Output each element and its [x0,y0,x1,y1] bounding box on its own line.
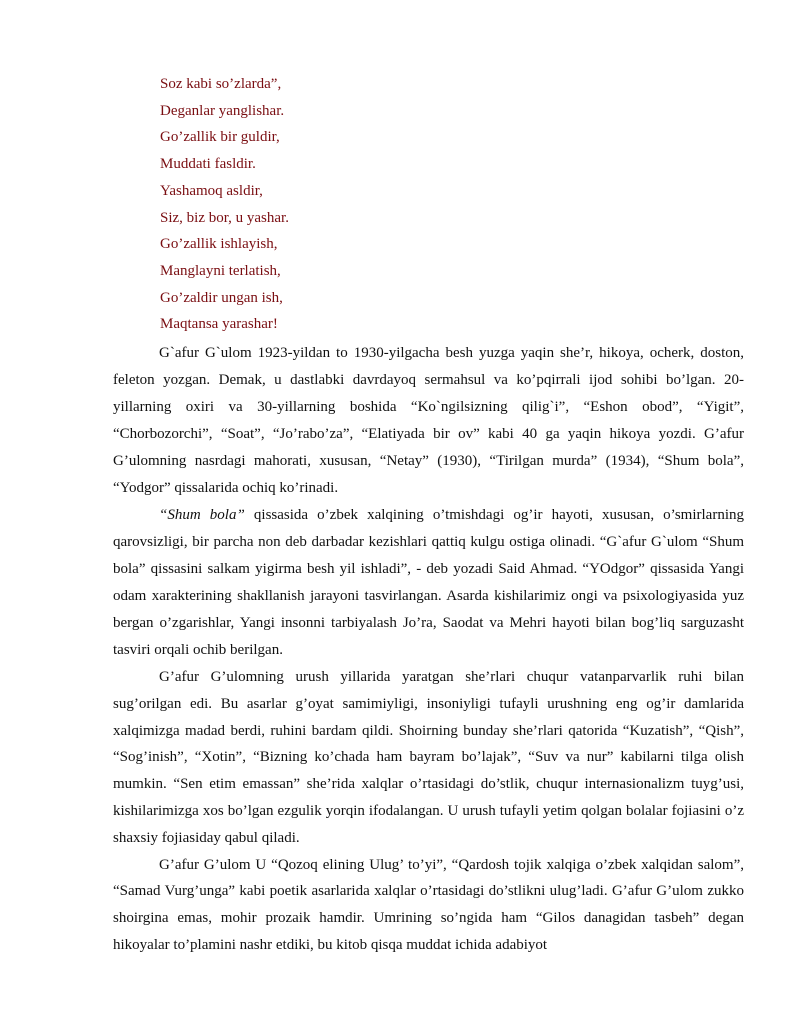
poem-line: Yashamoq asldir, [160,182,263,199]
poem-line: Manglayni terlatish, [160,262,281,279]
poem-line: Soz kabi so’zlarda”, [160,76,282,92]
poem-line: Maqtansa yarashar! [160,316,278,333]
paragraph-friendship-poems: G’afur G’ulom U “Qozoq elining Ulug’ to’yi”, “Qardosh tojik xalqiga o’zbek xalqidan salom”, “Samad Vurg’unga” kabi poetik asarlarida xalqlar o’rtasidagi do’stlikni ulug’ladi. G’afur G’ulom zukko shoirgina emas, mohir prozaik hamdir. Umrining so’ngida ham “Gilos danagidan tasbeh” degan hikoyalar to’plamini nashr etdiki, bu kitob qisqa muddat ichida adabiyot [113,856,744,953]
poem-line: Deganlar yanglishar. [160,102,285,119]
paragraph-shum-bola-text: qissasida o’zbek xalqining o’tmishdagi og’ir hayoti, xususan, o’smirlarning qarovsizligi, bir parcha non deb darbadar kezishlari qattiq kulgu ostiga olinadi. “G`afur G`ulom “Shum bola” qissasini salkam yigirma besh yil ishladi”, - deb yozadi Said Ahmad. “YOdgor” qissasida Yangi odam xarakterining shakllanish jarayoni tasvirlangan. Asarda kishilarimiz ongi va psixologiyasida yuz bergan o’zgarishlar, Yangi insonni tarbiyalash Jo’ra, Saodat va Mehri hayoti bilan bog’liq sarguzasht tasviri orqali ochib berilgan. [113,507,744,658]
poem-stanza [160,71,289,338]
poem-line: Go’zaldir ungan ish, [160,289,283,306]
paragraph-early-works: G`afur G`ulom 1923-yildan to 1930-yilgacha besh yuzga yaqin she’r, hikoya, ocherk, doston, feleton yozgan. Demak, u dastlabki davrdayoq sermahsul va ko’pqirrali ijod sohibi bo’lgan. 20-yillarning oxiri va 30-yillarning boshida “Ko`ngilsizning qilig`i”, “Eshon obod”, “Yigit”, “Chorbozorchi”, “Soat”, “Jo’rabo’za”, “Elatiyada bir ov” kabi 40 ga yaqin hikoya yozdi. G’afur G’ulomning nasrdagi mahorati, xususan, “Netay” (1930), “Tirilgan murda” (1934), “Shum bola”, “Yodgor” qissalarida ochiq ko’rinadi. [113,345,744,496]
poem-line: Go’zallik bir guldir, [160,129,280,146]
paragraph-war-poems: G’afur G’ulomning urush yillarida yaratgan she’rlari chuqur vatanparvarlik ruhi bilan sug’orilgan edi. Bu asarlar g’oyat samimiyligi, insoniyligi tufayli urushning eng og’ir damlarida xalqimizga madad berdi, ruhini bardam qildi. Shoirning bunday she’rlari qatorida “Kuzatish”, “Qish”, “Sog’inish”, “Xotin”, “Bizning ko’chada ham bayram bo’lajak”, “Suv va nur” kabilarni tilga olish mumkin. “Sen etim emassan” she’rida xalqlar o’rtasidagi do’stlik, chuqur internasionalizm tuyg’usi, kishilarimizga xos bo’lgan ezgulik yorqin ifodalangan. U urush tufayli yetim qolgan bolalar fojiasini o’z shaxsiy fojiasiday qabul qiladi. [113,669,744,846]
poem-line: Go’zallik ishlayish, [160,236,278,253]
paragraph-shum-bola [113,502,744,664]
poem-line: Muddati fasldir. [160,156,256,173]
poem-line: Siz, biz bor, u yashar. [160,209,289,226]
book-title-shum-bola: “Shum bola” [159,507,245,523]
body-text [113,340,744,959]
